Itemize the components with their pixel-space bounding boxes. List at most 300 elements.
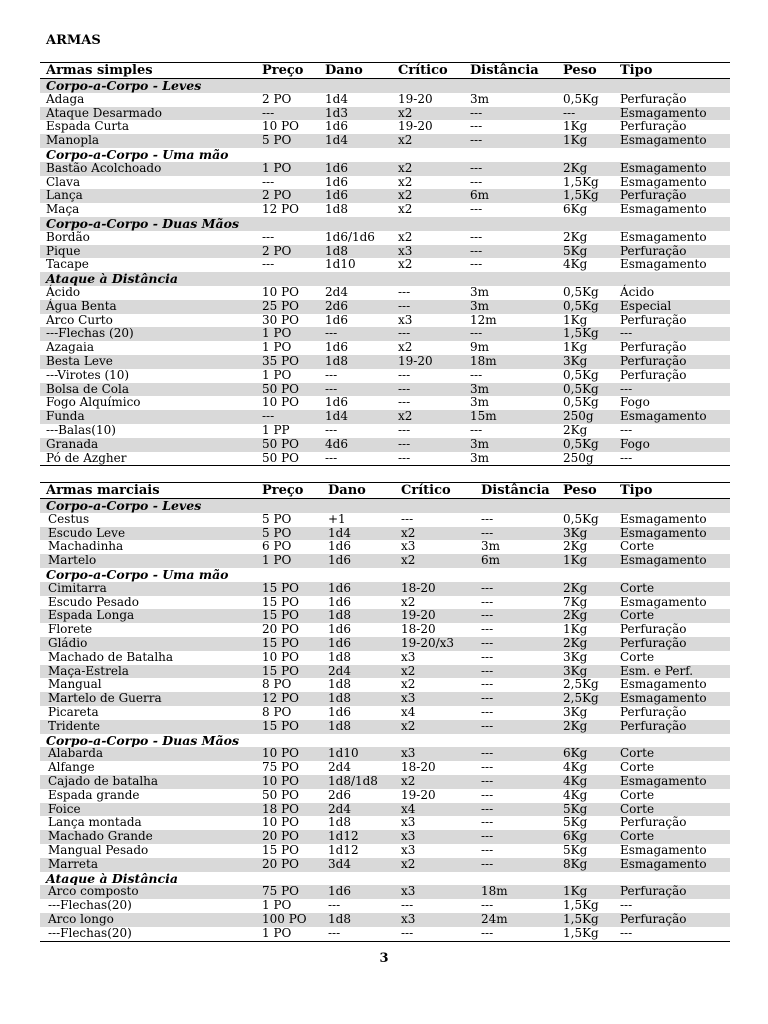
table-cell: x2	[398, 340, 413, 355]
table-cell: ---	[470, 367, 483, 382]
table-cell: ---	[481, 649, 494, 664]
table-cell: ---	[481, 691, 494, 706]
table-cell: 1d6	[328, 539, 351, 554]
table-cell: 12 PO	[262, 202, 299, 217]
table-row	[40, 203, 730, 217]
table-cell: 5 PO	[262, 511, 292, 526]
table-cell: Perfuração	[620, 367, 687, 382]
table-cell: Esmagamento	[620, 174, 707, 189]
table-cell: Adaga	[46, 91, 85, 106]
table-cell: Martelo	[48, 553, 97, 568]
column-header: Armas simples	[46, 63, 153, 78]
table-cell: 1 PO	[262, 326, 292, 341]
table-cell: 3m	[470, 298, 490, 313]
table-cell: Foice	[48, 801, 81, 816]
table-cell: ---	[481, 718, 494, 733]
category-row	[40, 148, 730, 162]
table-cell: 19-20	[401, 608, 436, 623]
table-cell: +1	[328, 511, 346, 526]
table-cell: Mangual Pesado	[48, 842, 149, 857]
table-cell: Manopla	[46, 133, 100, 148]
table-cell: x3	[401, 911, 416, 926]
table-cell: ---	[481, 925, 494, 940]
table-cell: x4	[401, 801, 416, 816]
table-cell: Arco Curto	[46, 312, 113, 327]
table-cell: 5 PO	[262, 133, 292, 148]
table-cell: 1 PO	[262, 367, 292, 382]
table-cell: ---	[398, 436, 411, 451]
table-cell: 1d6	[328, 553, 351, 568]
table-cell: 50 PO	[262, 436, 299, 451]
table-row	[40, 609, 730, 623]
table-row	[40, 107, 730, 121]
table-cell: 1d6/1d6	[325, 229, 375, 244]
table-cell: 3Kg	[563, 525, 588, 540]
table-cell: Fogo	[620, 436, 650, 451]
table-cell: 1d8	[328, 911, 351, 926]
table-cell: ---Flechas(20)	[48, 925, 132, 940]
table-cell: 1d6	[325, 312, 348, 327]
table-row	[40, 789, 730, 803]
table-row	[40, 383, 730, 397]
table-cell: 5Kg	[563, 815, 588, 830]
table-cell: x3	[401, 649, 416, 664]
table-cell: 5Kg	[563, 243, 588, 258]
table-cell: ---	[328, 925, 341, 940]
table-cell: x2	[398, 133, 413, 148]
table-cell: 3m	[470, 91, 490, 106]
table-cell: 1d6	[325, 119, 348, 134]
table-cell: ---	[398, 381, 411, 396]
table-row	[40, 913, 730, 927]
table-cell: ---	[401, 898, 414, 913]
table-cell: Espada Curta	[46, 119, 130, 134]
table-cell: 1d8	[325, 353, 348, 368]
table-cell: 3m	[470, 284, 490, 299]
table-cell: x3	[401, 842, 416, 857]
table-cell: 9m	[470, 340, 490, 355]
table-cell: 8Kg	[563, 856, 588, 871]
table-cell: 3m	[470, 436, 490, 451]
table-cell: ---	[262, 105, 275, 120]
table-cell: 10 PO	[262, 119, 299, 134]
table-cell: x3	[398, 243, 413, 258]
table-cell: ---	[262, 257, 275, 272]
table-cell: 18m	[470, 353, 497, 368]
table-cell: Bastão Acolchoado	[46, 160, 162, 175]
table-cell: Ácido	[620, 284, 655, 299]
table-cell: Machado Grande	[48, 829, 153, 844]
table-cell: ---	[470, 133, 483, 148]
table-cell: 50 PO	[262, 450, 299, 465]
table-cell: x4	[401, 704, 416, 719]
column-header: Crítico	[398, 63, 448, 78]
table-cell: Pó de Azgher	[46, 450, 127, 465]
table-cell: x2	[398, 105, 413, 120]
table-cell: 1d8	[328, 677, 351, 692]
table-cell: 15 PO	[262, 580, 299, 595]
table-cell: 1d6	[328, 622, 351, 637]
table-cell: Esmagamento	[620, 677, 707, 692]
category-row	[40, 79, 730, 93]
table-cell: 18 PO	[262, 801, 299, 816]
table-cell: Ácido	[46, 284, 81, 299]
table-cell: ---	[481, 663, 494, 678]
table-cell: Cestus	[48, 511, 90, 526]
table-cell: 3Kg	[563, 704, 588, 719]
table-cell: Corte	[620, 649, 655, 664]
table-cell: 2,5Kg	[563, 691, 599, 706]
table-row	[40, 651, 730, 665]
table-cell: 1d12	[328, 842, 359, 857]
table-row	[40, 775, 730, 789]
table-cell: 3m	[481, 539, 501, 554]
table-cell: x2	[401, 525, 416, 540]
table-cell: ---	[481, 842, 494, 857]
table-row	[40, 424, 730, 438]
table-cell: 15 PO	[262, 635, 299, 650]
table-cell: 15 PO	[262, 718, 299, 733]
table-cell: 1Kg	[563, 340, 588, 355]
table-cell: 1d8	[325, 243, 348, 258]
table-cell: Marreta	[48, 856, 98, 871]
table-cell: 1d4	[328, 525, 351, 540]
table-cell: 1,5Kg	[563, 326, 599, 341]
table-cell: 2Kg	[563, 608, 588, 623]
table-row	[40, 452, 730, 466]
table-cell: ---	[401, 925, 414, 940]
table-cell: ---	[470, 105, 483, 120]
table-cell: 250g	[563, 450, 594, 465]
category-row	[40, 734, 730, 748]
table-cell: 5 PO	[262, 525, 292, 540]
table-cell: Gládio	[48, 635, 88, 650]
table-cell: 50 PO	[262, 381, 299, 396]
table-cell: ---	[325, 367, 338, 382]
table-cell: 1d10	[328, 746, 359, 761]
table-cell: 6Kg	[563, 202, 588, 217]
table-cell: Arco composto	[48, 884, 139, 899]
table-cell: x2	[401, 718, 416, 733]
table-row	[40, 314, 730, 328]
table-cell: Machadinha	[48, 539, 124, 554]
table-row	[40, 830, 730, 844]
table-cell: Perfuração	[620, 91, 687, 106]
table-cell: 1Kg	[563, 884, 588, 899]
table-cell: ---	[470, 174, 483, 189]
table-cell: ---	[401, 511, 414, 526]
table-cell: 1d10	[325, 257, 356, 272]
table-cell: ---	[481, 704, 494, 719]
table-cell: 10 PO	[262, 815, 299, 830]
table-cell: 2 PO	[262, 91, 292, 106]
table-cell: Esmagamento	[620, 525, 707, 540]
table-cell: Picareta	[48, 704, 99, 719]
table-cell: ---	[481, 594, 494, 609]
table-cell: 2d4	[328, 663, 351, 678]
table-cell: 3Kg	[563, 649, 588, 664]
table-cell: 30 PO	[262, 312, 299, 327]
table-cell: 1Kg	[563, 119, 588, 134]
table-cell: Cajado de batalha	[48, 773, 159, 788]
table-cell: 6 PO	[262, 539, 292, 554]
table-cell: 1,5Kg	[563, 925, 599, 940]
table-cell: 10 PO	[262, 284, 299, 299]
table-cell: x2	[401, 663, 416, 678]
table-row	[40, 341, 730, 355]
table-cell: Esmagamento	[620, 202, 707, 217]
table-cell: ---	[481, 677, 494, 692]
table-cell: ---	[481, 622, 494, 637]
table-row	[40, 189, 730, 203]
table-cell: ---	[620, 450, 633, 465]
table-cell: ---	[563, 105, 576, 120]
table-cell: 3d4	[328, 856, 351, 871]
table-row	[40, 134, 730, 148]
martial-weapons-table	[40, 482, 730, 942]
table-cell: 15 PO	[262, 594, 299, 609]
column-header: Preço	[262, 63, 304, 78]
table-cell: 3Kg	[563, 353, 588, 368]
table-cell: Lança montada	[48, 815, 142, 830]
table-cell: x2	[398, 188, 413, 203]
table-cell: 5Kg	[563, 801, 588, 816]
table-cell: 2Kg	[563, 580, 588, 595]
table-cell: ---	[481, 525, 494, 540]
table-cell: 5Kg	[563, 842, 588, 857]
table-cell: ---Flechas (20)	[46, 326, 134, 341]
table-row	[40, 527, 730, 541]
table-cell: ---	[481, 898, 494, 913]
simple-weapons-table	[40, 62, 730, 466]
table-cell: Esmagamento	[620, 511, 707, 526]
table-cell: 2d4	[328, 760, 351, 775]
table-row	[40, 355, 730, 369]
table-cell: Corte	[620, 539, 655, 554]
table-cell: 1d8	[328, 691, 351, 706]
table-row	[40, 623, 730, 637]
table-cell: Machado de Batalha	[48, 649, 174, 664]
table-cell: 18-20	[401, 760, 436, 775]
table-cell: 10 PO	[262, 395, 299, 410]
table-cell: Bordão	[46, 229, 90, 244]
table-cell: 2Kg	[563, 422, 588, 437]
table-cell: 1 PP	[262, 422, 290, 437]
table-cell: ---	[470, 243, 483, 258]
table-cell: 75 PO	[262, 884, 299, 899]
table-cell: 1d6	[325, 174, 348, 189]
table-cell: 0,5Kg	[563, 395, 599, 410]
table-cell: Maça	[46, 202, 80, 217]
column-header: Distância	[470, 63, 539, 78]
table-cell: x3	[401, 746, 416, 761]
table-cell: Mangual	[48, 677, 102, 692]
table-cell: Corte	[620, 746, 655, 761]
table-cell: Azagaia	[46, 340, 94, 355]
table-cell: ---	[481, 760, 494, 775]
table-cell: ---	[481, 773, 494, 788]
category-row	[40, 499, 730, 513]
table-cell: Perfuração	[620, 188, 687, 203]
table-cell: ---	[481, 580, 494, 595]
table-row	[40, 93, 730, 107]
table-row	[40, 706, 730, 720]
table-cell: x3	[401, 815, 416, 830]
category-label: Corpo-a-Corpo - Leves	[46, 498, 202, 513]
table-cell: ---	[470, 422, 483, 437]
column-header: Peso	[563, 63, 597, 78]
table-cell: 4Kg	[563, 760, 588, 775]
table-row	[40, 927, 730, 941]
table-cell: x2	[401, 677, 416, 692]
table-cell: 3m	[470, 395, 490, 410]
table-cell: Escudo Leve	[48, 525, 126, 540]
table-cell: 1d8/1d8	[328, 773, 378, 788]
category-label: Corpo-a-Corpo - Leves	[46, 78, 202, 93]
table-cell: 6Kg	[563, 829, 588, 844]
table-cell: 19-20	[398, 91, 433, 106]
table-cell: 1,5Kg	[563, 911, 599, 926]
table-cell: Esmagamento	[620, 229, 707, 244]
table-cell: Granada	[46, 436, 99, 451]
table-cell: Corte	[620, 760, 655, 775]
table-cell: 250g	[563, 409, 594, 424]
table-cell: 6m	[481, 553, 501, 568]
table-row	[40, 637, 730, 651]
table-cell: ---	[481, 856, 494, 871]
table-cell: 1 PO	[262, 898, 292, 913]
table-cell: 24m	[481, 911, 508, 926]
table-cell: 35 PO	[262, 353, 299, 368]
table-cell: Florete	[48, 622, 93, 637]
page-number: 3	[379, 951, 389, 966]
table-cell: Perfuração	[620, 622, 687, 637]
table-row	[40, 286, 730, 300]
table-cell: 19-20	[401, 787, 436, 802]
table-cell: 10 PO	[262, 746, 299, 761]
column-header: Tipo	[620, 63, 653, 78]
table-cell: 18-20	[401, 580, 436, 595]
table-cell: ---	[262, 409, 275, 424]
table-cell: 1d8	[328, 608, 351, 623]
column-header: Preço	[262, 483, 304, 498]
table-cell: Perfuração	[620, 119, 687, 134]
table-cell: 1d3	[325, 105, 348, 120]
table-cell: 1d8	[325, 202, 348, 217]
table-cell: 2 PO	[262, 188, 292, 203]
page-title: ARMAS	[46, 33, 101, 48]
table-row	[40, 678, 730, 692]
table-row	[40, 596, 730, 610]
table-cell: x2	[401, 773, 416, 788]
table-cell: 10 PO	[262, 649, 299, 664]
table-cell: ---	[470, 257, 483, 272]
table-cell: x3	[398, 312, 413, 327]
table-cell: 1 PO	[262, 925, 292, 940]
category-label: Ataque à Distância	[46, 870, 178, 886]
table-cell: ---	[481, 746, 494, 761]
table-cell: Esmagamento	[620, 409, 707, 424]
table-cell: Perfuração	[620, 635, 687, 650]
table-cell: 2 PO	[262, 243, 292, 258]
table-cell: ---Flechas(20)	[48, 898, 132, 913]
table-cell: Esmagamento	[620, 133, 707, 148]
table-cell: 1,5Kg	[563, 898, 599, 913]
table-cell: ---	[620, 326, 633, 341]
table-cell: Água Benta	[46, 298, 117, 313]
table-cell: ---	[325, 381, 338, 396]
table-cell: ---	[620, 422, 633, 437]
table-cell: Maça-Estrela	[48, 663, 129, 678]
table-cell: ---	[481, 635, 494, 650]
table-cell: Esm. e Perf.	[620, 663, 694, 678]
table-cell: 1d6	[328, 635, 351, 650]
table-cell: ---	[398, 395, 411, 410]
table-cell: 19-20/x3	[401, 635, 455, 650]
table-cell: 1d6	[328, 594, 351, 609]
table-cell: Alabarda	[48, 746, 104, 761]
table-row	[40, 410, 730, 424]
table-cell: ---Virotes (10)	[46, 367, 130, 382]
table-cell: 6m	[470, 188, 490, 203]
table-cell: 0,5Kg	[563, 91, 599, 106]
table-cell: 2Kg	[563, 635, 588, 650]
table-cell: ---	[398, 367, 411, 382]
table-cell: Escudo Pesado	[48, 594, 139, 609]
table-cell: Esmagamento	[620, 691, 707, 706]
table-cell: Especial	[620, 298, 672, 313]
table-row	[40, 885, 730, 899]
table-row	[40, 899, 730, 913]
table-row	[40, 396, 730, 410]
table-cell: 19-20	[398, 119, 433, 134]
table-cell: x2	[398, 202, 413, 217]
table-cell: 2d6	[325, 298, 348, 313]
table-cell: 1Kg	[563, 553, 588, 568]
table-cell: 100 PO	[262, 911, 307, 926]
table-cell: 1Kg	[563, 312, 588, 327]
table-cell: 15m	[470, 409, 497, 424]
table-cell: Alfange	[48, 760, 95, 775]
table-cell: 15 PO	[262, 842, 299, 857]
table-cell: Lança	[46, 188, 83, 203]
table-cell: ---	[470, 229, 483, 244]
table-cell: 1d4	[325, 91, 348, 106]
table-cell: Esmagamento	[620, 773, 707, 788]
table-row	[40, 720, 730, 734]
table-row	[40, 844, 730, 858]
table-cell: Arco longo	[48, 911, 114, 926]
table-cell: Esmagamento	[620, 842, 707, 857]
table-cell: 50 PO	[262, 787, 299, 802]
table-cell: 4d6	[325, 436, 348, 451]
table-cell: Besta Leve	[46, 353, 113, 368]
table-cell: 1d6	[325, 395, 348, 410]
table-row	[40, 761, 730, 775]
table-row	[40, 327, 730, 341]
table-cell: x3	[401, 691, 416, 706]
table-cell: 8 PO	[262, 704, 292, 719]
table-cell: x2	[398, 257, 413, 272]
table-row	[40, 747, 730, 761]
table-cell: 1d8	[328, 718, 351, 733]
category-label: Corpo-a-Corpo - Duas Mãos	[46, 732, 239, 748]
table-cell: Bolsa de Cola	[46, 381, 130, 396]
table-cell: ---	[470, 119, 483, 134]
table-cell: 1,5Kg	[563, 188, 599, 203]
table-cell: ---	[481, 801, 494, 816]
table-cell: 3m	[470, 450, 490, 465]
